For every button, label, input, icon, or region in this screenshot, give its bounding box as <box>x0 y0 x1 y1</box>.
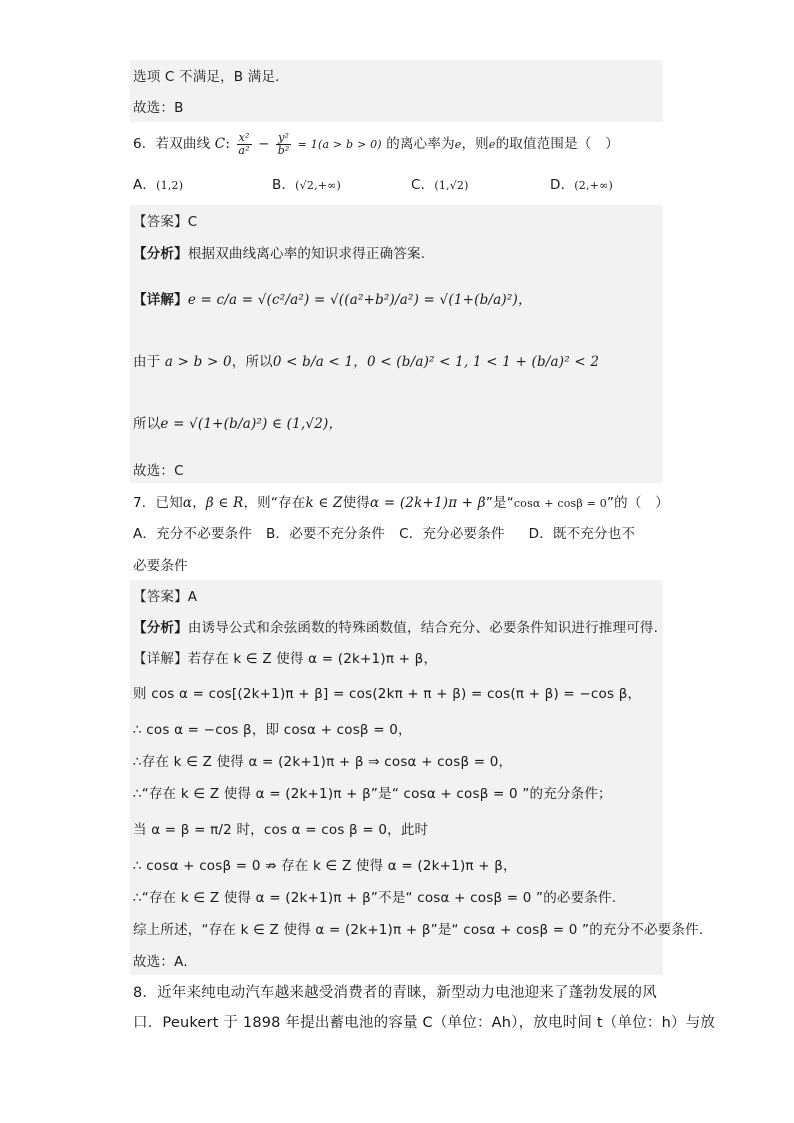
answer-line: 【答案】A <box>133 589 198 605</box>
option-d: D．(2,+∞) <box>550 177 613 193</box>
detail-line: ∴“存在 k ∈ Z 使得 α = (2k+1)π + β”是“ cosα + cosβ = 0 ”的充分条件； <box>133 786 612 802</box>
detail-line: ∴存在 k ∈ Z 使得 α = (2k+1)π + β ⇒ cosα + cosβ = 0， <box>133 754 513 770</box>
detail-line: ∴ cos α = −cos β，即 cosα + cosβ = 0， <box>133 722 412 738</box>
question-8-stem: 口．Peukert 于 1898 年提出蓄电池的容量 C（单位：Ah），放电时间 t（单位：h）与放 <box>133 1015 716 1031</box>
question-8-stem: 8．近年来纯电动汽车越来越受消费者的青睐，新型动力电池迎来了蓬勃发展的风 <box>133 985 657 1001</box>
text-line: 选项 C 不满足，B 满足. <box>133 69 280 85</box>
question-7-options-cont: 必要条件 <box>133 558 188 574</box>
detail-line: 综上所述，“存在 k ∈ Z 使得 α = (2k+1)π + β”是“ cosα + cosβ = 0 ”的充分不必要条件. <box>133 922 704 938</box>
text-line: 故选：B <box>133 100 184 116</box>
analysis-line: 【分析】由诱导公式和余弦函数的特殊函数值，结合充分、必要条件知识进行推理可得. <box>133 620 659 636</box>
question-6-stem: 6．若双曲线 C: $\frac{\text{x²}}{\text{a²}}$ − $\frac{\text{y²}}{\text{b²}}$ = 1(a > b > 0) 的离心率为e，则e的取值范围是（ ） <box>133 130 619 157</box>
question-7-options: A．充分不必要条件 B．必要不充分条件 C．充分必要条件 D．既不充分也不 <box>133 526 636 542</box>
answer-line: 【答案】C <box>133 214 198 230</box>
question-7-stem: 7．已知α，β ∈ R，则“存在k ∈ Z使得α = (2k+1)π + β”是“cosα + cosβ = 0”的（ ） <box>133 495 669 511</box>
fraction: $\frac{\text{x²}}{\text{a²}}$ <box>238 130 250 157</box>
option-a: A．(1,2) <box>133 177 184 193</box>
detail-line: 【详解】若存在 k ∈ Z 使得 α = (2k+1)π + β， <box>133 651 438 667</box>
select-line: 故选：A. <box>133 954 188 970</box>
detail-line: 所以e = √(1+(b/a)²) ∈ (1,√2)， <box>133 416 343 432</box>
select-line: 故选：C <box>133 463 184 479</box>
solution-block-q7 <box>130 580 663 975</box>
detail-line: 则 cos α = cos[(2k+1)π + β] = cos(2kπ + π + β) = cos(π + β) = −cos β， <box>133 686 642 702</box>
detail-line: 由于 a > b > 0，所以0 < b/a < 1，0 < (b/a)² < 1, 1 < 1 + (b/a)² < 2 <box>133 354 600 370</box>
question-6-options <box>133 175 613 196</box>
detail-line: ∴ cosα + cosβ = 0 ⇏ 存在 k ∈ Z 使得 α = (2k+1)π + β， <box>133 858 517 874</box>
detail-line: 【详解】e = c/a = √(c²/a²) = √((a²+b²)/a²) = √(1+(b/a)²)， <box>133 292 532 308</box>
option-b: B．(√2,+∞) <box>272 177 342 193</box>
option-c: C．(1,√2) <box>411 177 469 193</box>
analysis-line: 【分析】根据双曲线离心率的知识求得正确答案. <box>133 246 426 262</box>
detail-line: ∴“存在 k ∈ Z 使得 α = (2k+1)π + β”不是“ cosα + cosβ = 0 ”的必要条件. <box>133 890 617 906</box>
fraction: $\frac{\text{y²}}{\text{b²}}$ <box>277 130 290 157</box>
detail-line: 当 α = β = π/2 时，cos α = cos β = 0，此时 <box>133 822 429 838</box>
